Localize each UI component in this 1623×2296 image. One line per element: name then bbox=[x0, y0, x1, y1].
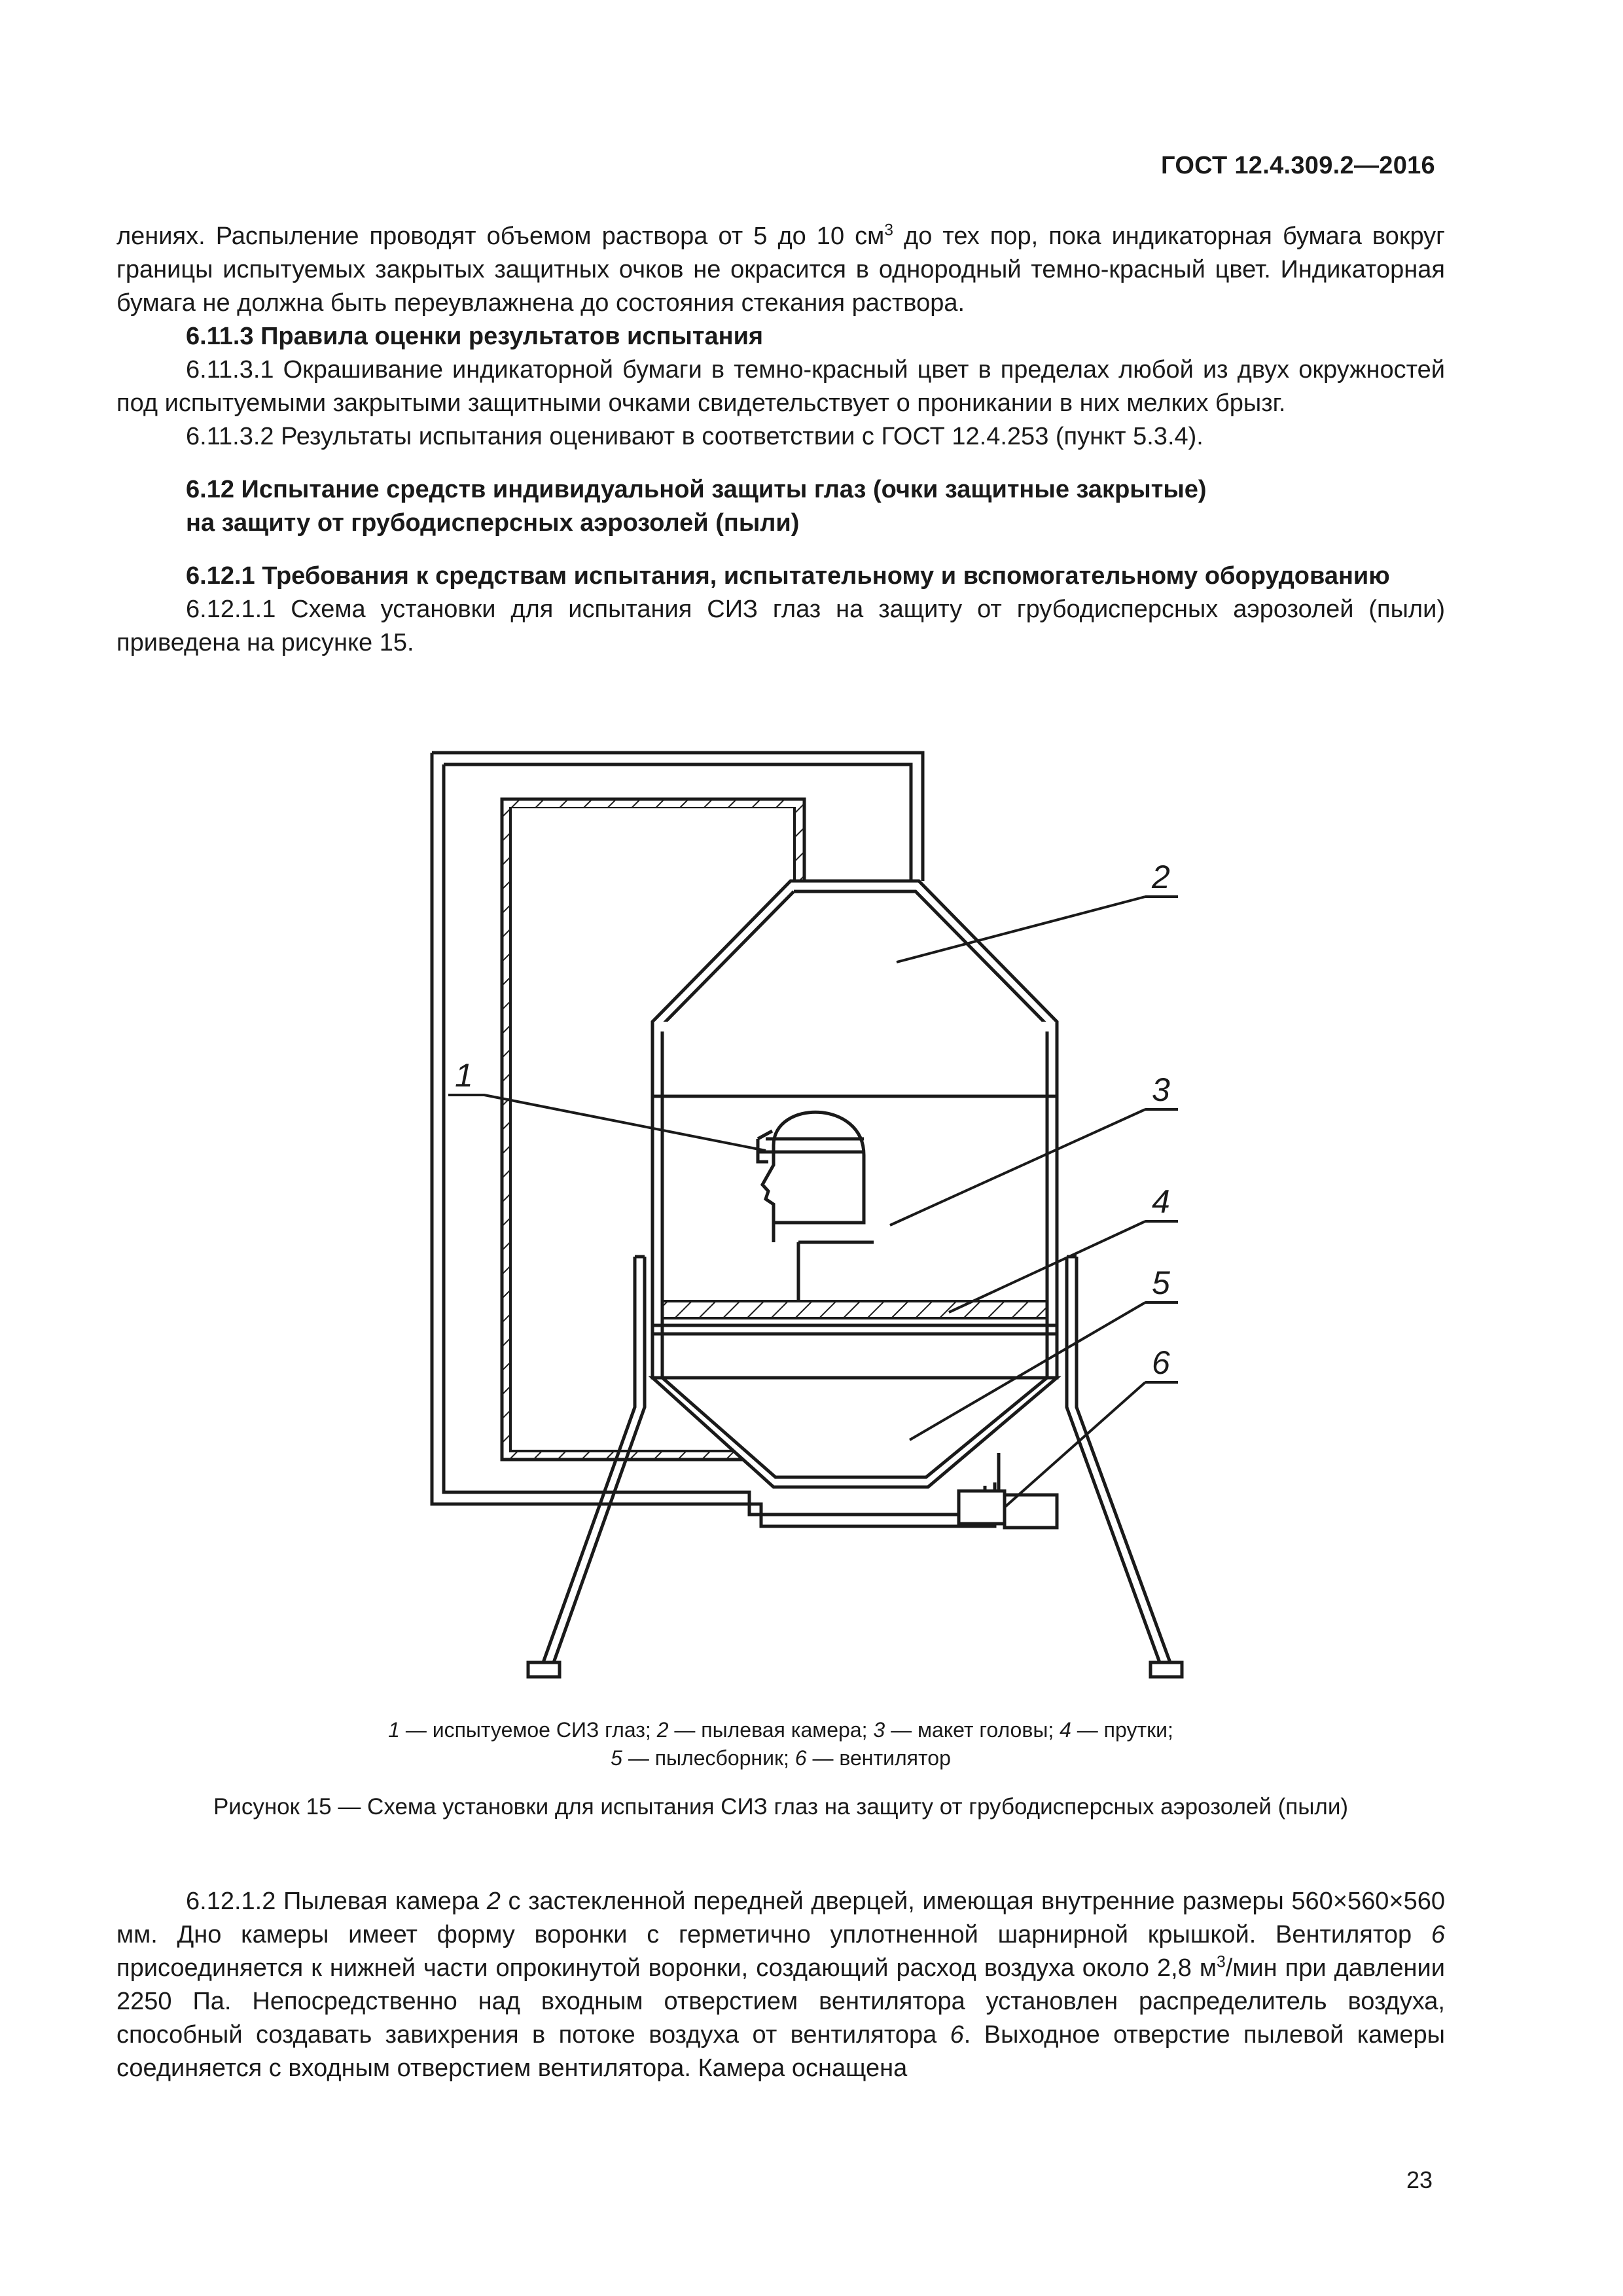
legend-line-1 bbox=[116, 1716, 1445, 1744]
italic-ref: 6 bbox=[1431, 1921, 1445, 1948]
paragraph-continuation bbox=[116, 220, 1445, 320]
superscript: 3 bbox=[884, 221, 893, 240]
italic-ref: 6 bbox=[950, 2021, 964, 2049]
legend-number: 1 bbox=[388, 1718, 400, 1742]
legend-number: 5 bbox=[611, 1746, 622, 1770]
body-text-top bbox=[116, 220, 1445, 660]
callout-3: 3 bbox=[1152, 1071, 1170, 1108]
heading-line: на защиту от грубодисперсных аэрозолей (пыли) bbox=[186, 509, 800, 537]
figure-legend bbox=[116, 1716, 1445, 1772]
superscript: 3 bbox=[1217, 1953, 1226, 1971]
text-fragment: . Выходное отверстие пылевой камеры соединяется с входным отверстием вентилятора. Камера оснащена bbox=[116, 2021, 1445, 2082]
figure-15-diagram bbox=[393, 733, 1243, 1715]
callout-6: 6 bbox=[1152, 1344, 1170, 1381]
callout-5: 5 bbox=[1152, 1265, 1170, 1301]
text-fragment: присоединяется к нижней части опрокинутой воронки, создающий расход воздуха около 2,8 м bbox=[116, 1954, 1217, 1982]
figure-title: Рисунок 15 — Схема установки для испытания СИЗ глаз на защиту от грубодисперсных аэрозолей (пыли) bbox=[213, 1794, 1349, 1820]
italic-ref: 2 bbox=[486, 1888, 501, 1915]
dust-collector-cone bbox=[652, 1378, 1057, 1487]
text-fragment: 6.12.1.2 Пылевая камера bbox=[186, 1888, 487, 1915]
legend-text: — макет головы; bbox=[885, 1718, 1060, 1742]
legend-text: — пылевая камера; bbox=[668, 1718, 874, 1742]
callout-2: 2 bbox=[1152, 859, 1170, 895]
paragraph-6-11-3-1: 6.11.3.1 Окрашивание индикаторной бумаги в темно-красный цвет в пределах любой из двух окружностей под испытуемыми закрытыми защитными очками свидетельствует о проникании в них мелких брызг. bbox=[116, 356, 1445, 417]
legend-text: — прутки; bbox=[1071, 1718, 1173, 1742]
installation-schematic bbox=[393, 733, 1243, 1715]
legend-number: 4 bbox=[1060, 1718, 1071, 1742]
document-header: ГОСТ 12.4.309.2—2016 bbox=[1160, 152, 1435, 179]
text-fragment: /мин при давлении 2250 Па. Непосредственно над входным отверстием вентилятора установлен распределитель воздуха, способный создавать завихрения в потоке воздуха от вентилятора bbox=[116, 1954, 1445, 2049]
legend-text: — вентилятор bbox=[806, 1746, 951, 1770]
section-heading-6-11-3: 6.11.3 Правила оценки результатов испытания bbox=[186, 323, 764, 350]
body-text-bottom bbox=[116, 1885, 1445, 2085]
section-heading-6-12 bbox=[116, 473, 1445, 540]
legend-number: 3 bbox=[873, 1718, 885, 1742]
section-heading-6-12-1: 6.12.1 Требования к средствам испытания, испытательному и вспомогательному оборудованию bbox=[186, 562, 1390, 590]
callout-4: 4 bbox=[1152, 1183, 1170, 1220]
callout-1: 1 bbox=[455, 1057, 473, 1094]
heading-line: 6.12 Испытание средств индивидуальной защиты глаз (очки защитные закрытые) bbox=[186, 476, 1207, 503]
paragraph-6-11-3-2: 6.11.3.2 Результаты испытания оценивают в соответствии с ГОСТ 12.4.253 (пункт 5.3.4). bbox=[186, 423, 1204, 450]
legend-text: — испытуемое СИЗ глаз; bbox=[399, 1718, 657, 1742]
legend-number: 6 bbox=[794, 1746, 807, 1770]
page-number: 23 bbox=[1406, 2166, 1433, 2193]
legend-line-2 bbox=[116, 1744, 1445, 1772]
text-fragment: с застекленной передней дверцей, имеющая внутренние размеры 560×560×560 мм. Дно камеры имеет форму воронки с герметично уплотненной шарнирной крышкой. Вентилятор bbox=[116, 1888, 1445, 1948]
legend-text: — пылесборник; bbox=[622, 1746, 795, 1770]
rods-hatched bbox=[662, 1301, 1047, 1318]
paragraph-6-12-1-1: 6.12.1.1 Схема установки для испытания СИЗ глаз на защиту от грубодисперсных аэрозолей (пыли) приведена на рисунке 15. bbox=[116, 596, 1445, 656]
fan bbox=[959, 1491, 1057, 1528]
text-fragment: до тех пор, пока индикаторная бумага вокруг границы испытуемых закрытых защитных очков не окрасится в однородный темно-красный цвет. Индикаторная бумага не должна быть переувлажнена до состояния стекания раствора. bbox=[116, 223, 1446, 317]
text-fragment: лениях. Распыление проводят объемом раствора от 5 до 10 см bbox=[116, 223, 885, 250]
legend-number: 2 bbox=[656, 1718, 669, 1742]
paragraph-6-12-1-2 bbox=[116, 1885, 1445, 2085]
